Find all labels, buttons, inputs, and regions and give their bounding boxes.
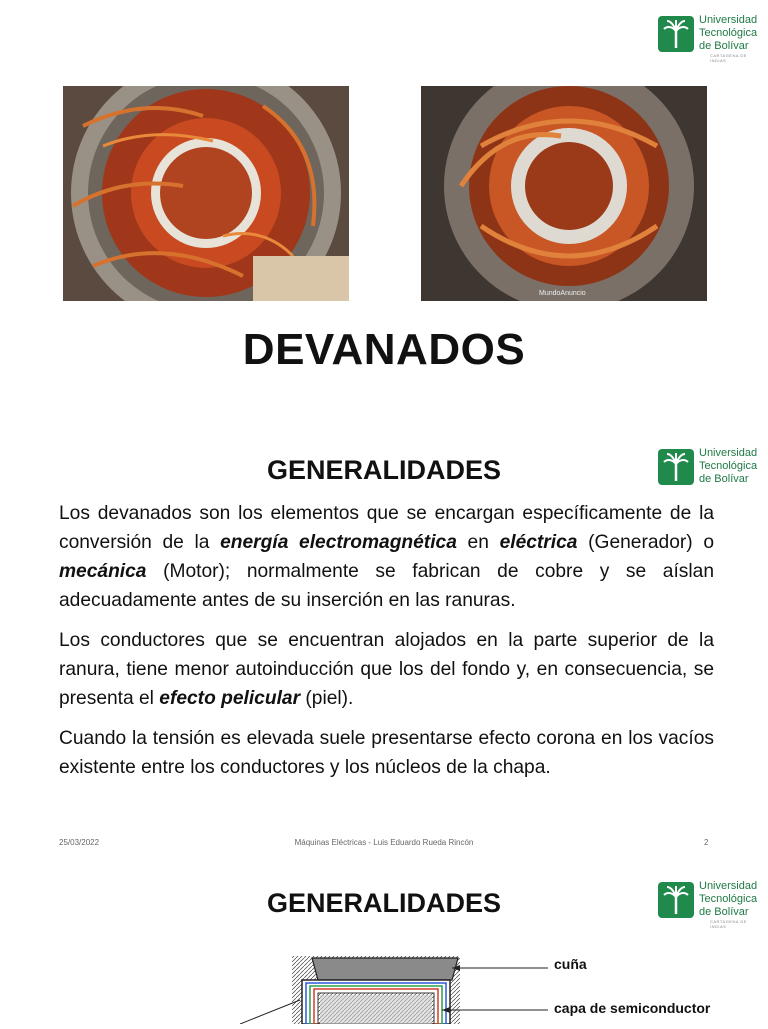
body-text xyxy=(59,499,714,793)
text-run: (Motor); normalmente se fabrican de cobre y se aíslan adecuadamente antes de su inserción en las ranuras. xyxy=(59,561,714,611)
semiconductor-layer-label: capa de semiconductor xyxy=(554,1000,711,1016)
university-logo xyxy=(658,880,758,929)
motor-winding-photo xyxy=(421,86,707,301)
logo-line-3: de Bolívar xyxy=(699,40,749,52)
logo-line-2: Tecnológica xyxy=(699,893,758,905)
logo-line-1: Universidad xyxy=(699,880,758,892)
footer-page-number: 2 xyxy=(704,838,709,847)
photo-credit: MundoAnuncio xyxy=(539,290,586,297)
text-run: en xyxy=(456,532,500,553)
slide-title: DEVANADOS xyxy=(242,325,526,374)
section-heading: GENERALIDADES xyxy=(266,888,502,918)
paragraph-1 xyxy=(59,499,714,615)
stator-winding-photo xyxy=(63,86,349,301)
paragraph-3 xyxy=(59,724,714,782)
university-logo xyxy=(658,14,758,63)
footer-date: 25/03/2022 xyxy=(59,838,100,847)
wedge-label: cuña xyxy=(554,956,587,972)
emphasis-text: mecánica xyxy=(59,561,147,582)
emphasis-text: efecto pelicular xyxy=(159,688,301,709)
palm-tree-icon xyxy=(658,882,694,918)
palm-tree-icon xyxy=(658,449,694,485)
emphasis-text: eléctrica xyxy=(499,532,578,553)
slot-cross-section-diagram xyxy=(240,950,768,1024)
text-run: Los devanados son los elementos que se encargan específicamente de la conversión de la xyxy=(59,503,714,553)
logo-line-2: Tecnológica xyxy=(699,460,758,472)
university-logo xyxy=(658,447,757,486)
logo-tagline: CARTAGENA DE INDIAS xyxy=(710,919,747,929)
logo-line-1: Universidad xyxy=(699,447,758,459)
logo-line-3: de Bolívar xyxy=(699,473,749,485)
text-run: Los conductores que se encuentran alojados en la parte superior de la ranura, tiene menor autoinducción que los del fondo y, en consecuencia, se presenta el xyxy=(59,630,714,709)
paragraph-2 xyxy=(59,626,714,713)
wedge-shape xyxy=(312,958,458,980)
footer-author: Máquinas Eléctricas - Luis Eduardo Rueda Rincón xyxy=(294,838,474,847)
palm-tree-icon xyxy=(658,16,694,52)
text-run: (piel). xyxy=(300,688,354,709)
text-run: Cuando la tensión es elevada suele presentarse efecto corona en los vacíos existente entre los conductores y los núcleos de la chapa. xyxy=(59,728,714,778)
logo-line-2: Tecnológica xyxy=(699,27,758,39)
logo-tagline: CARTAGENA DE INDIAS xyxy=(710,53,747,63)
text-run: (Generador) o xyxy=(577,532,714,553)
logo-line-1: Universidad xyxy=(699,14,758,26)
emphasis-text: energía electromagnética xyxy=(220,532,457,553)
logo-line-3: de Bolívar xyxy=(699,906,749,918)
section-heading: GENERALIDADES xyxy=(266,455,502,485)
